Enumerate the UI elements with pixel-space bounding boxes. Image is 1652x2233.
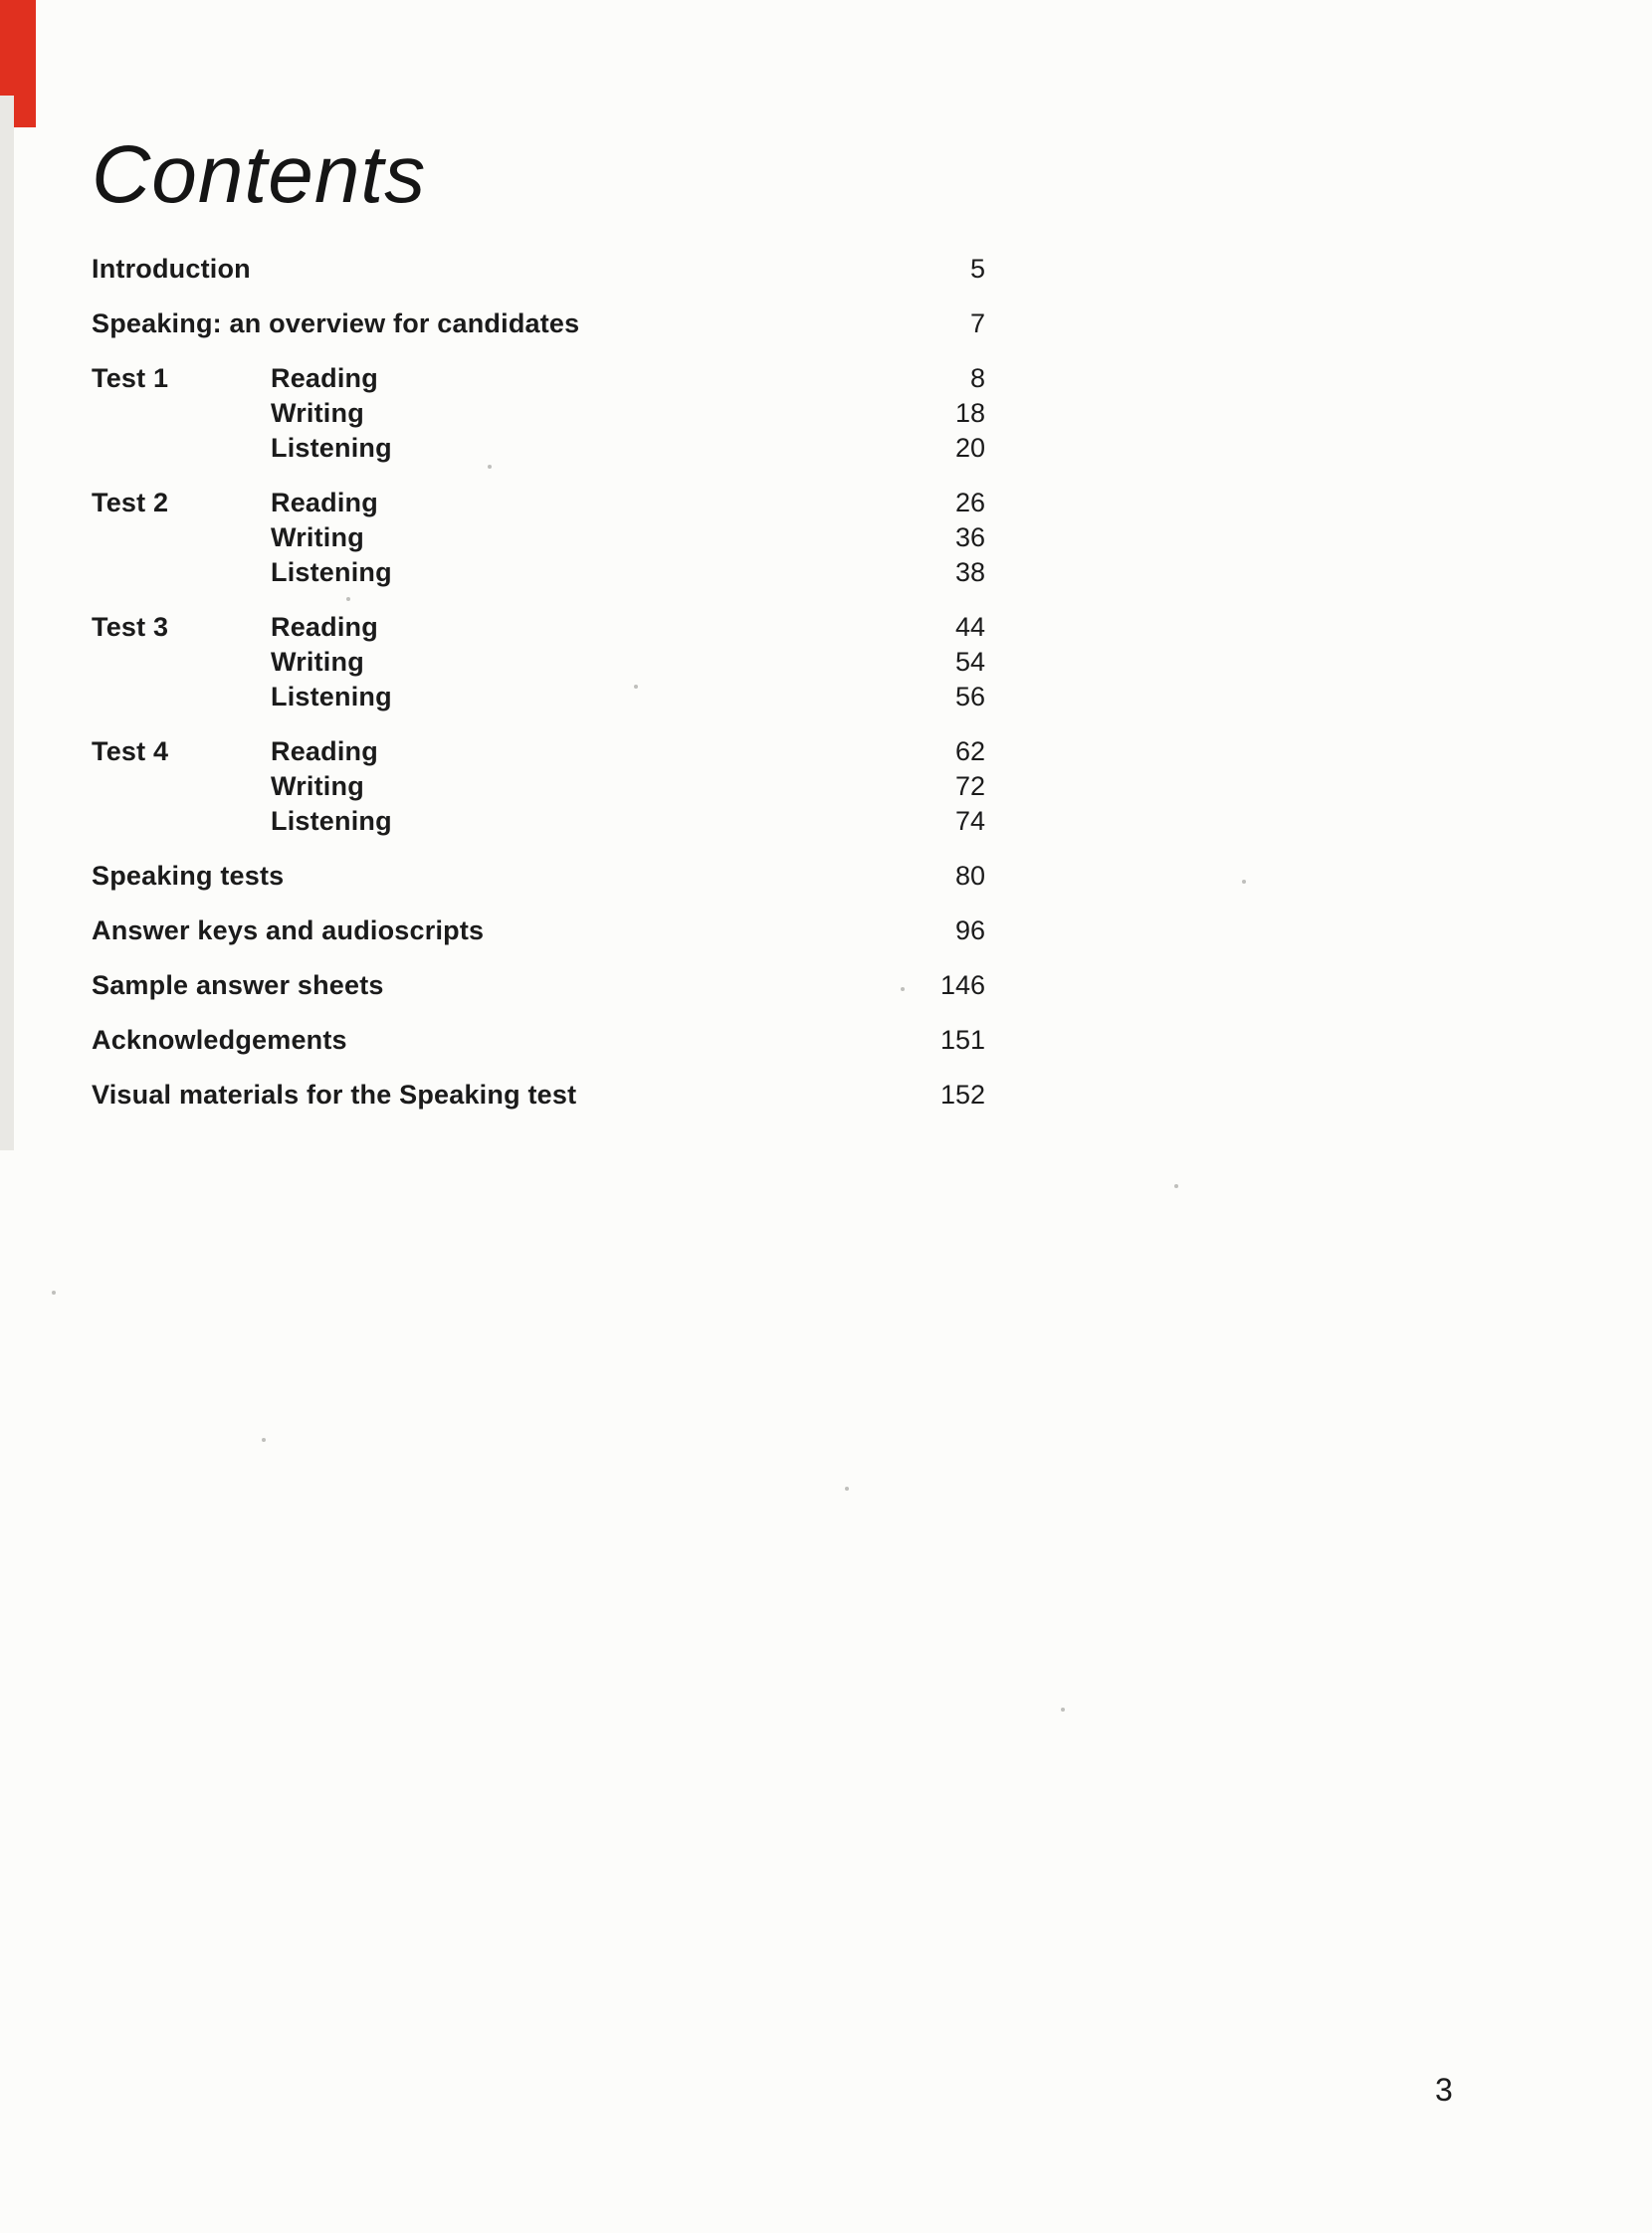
toc-entry — [92, 968, 985, 1003]
toc-entry-label: Answer keys and audioscripts — [92, 915, 485, 945]
toc-row — [92, 520, 985, 555]
toc-entry-label: Introduction — [92, 254, 251, 284]
toc-entry — [92, 914, 985, 948]
toc-entry-page: 5 — [969, 254, 985, 284]
toc-group-label: Test 2 — [92, 488, 169, 517]
toc-sub-label: Reading — [271, 363, 378, 393]
toc-group-label: Test 4 — [92, 736, 169, 766]
toc-entry — [92, 306, 985, 341]
toc-group — [92, 486, 985, 590]
toc-sub-label: Writing — [271, 398, 364, 428]
toc-entry-label: Speaking tests — [92, 861, 285, 891]
toc-entry — [92, 859, 985, 894]
toc-entry-page: 96 — [954, 915, 985, 945]
toc-entry-page: 152 — [939, 1080, 985, 1110]
toc-sub-page: 54 — [954, 647, 985, 677]
toc-row — [92, 680, 985, 714]
scan-speck — [346, 597, 350, 601]
toc-sub-label: Reading — [271, 612, 378, 642]
toc-sub-page: 62 — [954, 736, 985, 766]
toc-sub-page: 18 — [954, 398, 985, 428]
page-title: Contents — [92, 129, 427, 220]
toc-group — [92, 734, 985, 839]
toc-entry-label: Visual materials for the Speaking test — [92, 1080, 577, 1110]
toc-row — [92, 555, 985, 590]
toc-entry — [92, 1078, 985, 1113]
toc-group-label: Test 1 — [92, 363, 169, 393]
toc-sub-page: 38 — [954, 557, 985, 587]
toc-sub-label: Writing — [271, 522, 364, 552]
toc-group — [92, 610, 985, 714]
scan-speck — [52, 1291, 56, 1295]
scan-speck — [488, 465, 492, 469]
toc-sub-page: 8 — [969, 363, 985, 393]
left-edge-shadow — [0, 96, 14, 1150]
scan-speck — [262, 1438, 266, 1442]
toc-entry — [92, 1023, 985, 1058]
toc-sub-label: Writing — [271, 647, 364, 677]
toc-entry-label: Speaking: an overview for candidates — [92, 308, 580, 338]
toc-row — [92, 396, 985, 431]
toc-entry-page: 7 — [969, 308, 985, 338]
toc-sub-label: Reading — [271, 736, 378, 766]
toc-sub-page: 26 — [954, 488, 985, 517]
scan-speck — [1061, 1708, 1065, 1712]
toc-row — [92, 645, 985, 680]
toc-sub-page: 36 — [954, 522, 985, 552]
toc-group — [92, 361, 985, 466]
toc-row — [92, 431, 985, 466]
toc-sub-label: Listening — [271, 806, 392, 836]
toc-page — [92, 0, 985, 1132]
toc-entry-page: 151 — [939, 1025, 985, 1055]
toc-row — [92, 734, 985, 769]
toc-sub-label: Listening — [271, 433, 392, 463]
toc-group-label: Test 3 — [92, 612, 169, 642]
toc-sub-label: Reading — [271, 488, 378, 517]
toc-entry — [92, 252, 985, 287]
scan-speck — [1174, 1184, 1178, 1188]
toc-sub-page: 74 — [954, 806, 985, 836]
toc-entry-label: Acknowledgements — [92, 1025, 347, 1055]
toc-entry-page: 80 — [954, 861, 985, 891]
toc-row — [92, 486, 985, 520]
toc-sub-page: 56 — [954, 682, 985, 711]
toc-sub-label: Writing — [271, 771, 364, 801]
toc-entry-label: Sample answer sheets — [92, 970, 384, 1000]
scan-speck — [901, 987, 905, 991]
toc-sub-page: 72 — [954, 771, 985, 801]
scan-speck — [845, 1487, 849, 1491]
scan-speck — [1242, 880, 1246, 884]
folio-page-number: 3 — [1435, 2072, 1453, 2108]
toc-row — [92, 769, 985, 804]
toc-entry-page: 146 — [939, 970, 985, 1000]
scan-speck — [634, 685, 638, 689]
toc-sub-page: 20 — [954, 433, 985, 463]
toc-sub-label: Listening — [271, 557, 392, 587]
toc-row — [92, 361, 985, 396]
toc-sub-label: Listening — [271, 682, 392, 711]
table-of-contents — [92, 252, 985, 1113]
toc-sub-page: 44 — [954, 612, 985, 642]
toc-row — [92, 610, 985, 645]
toc-row — [92, 804, 985, 839]
